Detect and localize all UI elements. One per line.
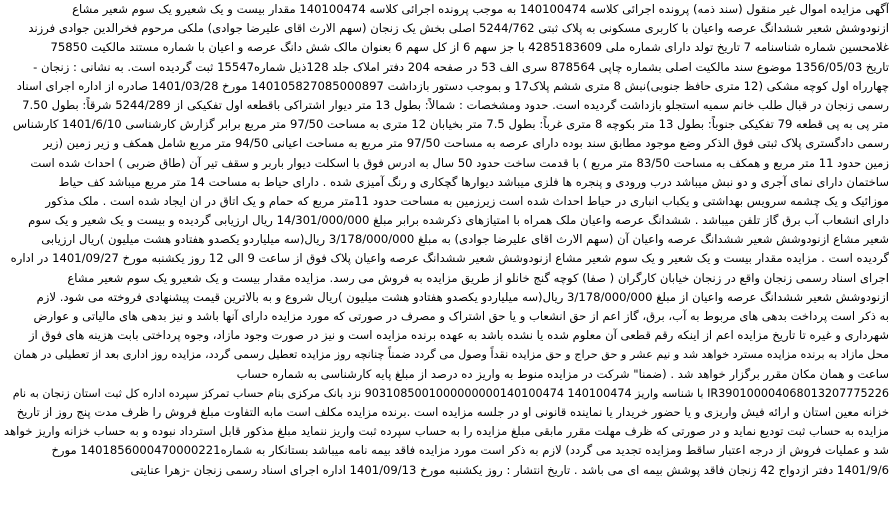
notice-line: آگهی مزایده اموال غیر منقول (سند ذمه) پرونده اجرائی کلاسه 140100474 به موجب پرونده اجرائی کلاسه 140100474 مقدار بیست و یک شعیرو یک سوم شعیر مشاع (72, 2, 889, 16)
notice-line: دارای انشعاب آب برق گاز تلفن میباشد . ششدانگ عرصه واعیان ملک همراه با امتیازهای ذکرشده برابر مبلغ 14/301/000/000 ریال ارزیابی گردیده و بیست و یک شعیر و یک سوم (28, 213, 889, 228)
notice-line: چهارراه اول کوچه مشکی (12 متری حافظ جنوبی)نبش 8 متری ششم پلاک17 و بموجب دستور بازداشت 140105827085000897 مورخ 1401/03/28 صادره از اداره اجرای اسناد (16, 78, 889, 93)
notice-line: شهرداری و غیره تا تاریخ مزایده اعم از اینکه رقم قطعی آن معلوم شده یا نشده باشد به عهده برنده مزایده است و نیز در صورت وجود مازاد، وجوه پرداختی بابت هزینه های فوق از (28, 328, 889, 343)
notice-line: غلامحسین شماره شناسنامه 7 تاریخ تولد دارای شماره ملی 4285183609 با جز سهم 6 از کل سهم 6 بعنوان مالک شش دانگ عرصه و اعیان با شماره مستند مالکیت 75850 (50, 40, 889, 55)
notice-line: خزانه معین استان و ارائه فیش واریزی و یا حضور خریدار یا نماینده قانونی او در جلسه مزایده است .برنده مزایده مکلف است مابه التفاوت مبلغ فروش را ظرف مدت پنج روز از تاریخ (16, 404, 889, 419)
notice-line: تاریخ 1356/05/03 موضوع سند مالکیت اصلی بشماره چاپی 878564 سری الف 53 در صفحه 204 دفتر املاک جلد 128ذیل شماره15547 ثبت گردیده است. به نشانی : زنجان - (33, 59, 889, 74)
notice-line: محل مازاد به برنده مزایده مسترد خواهد شد و نیم عشر و حق حراج و حق مزایده نقداً وصول می گردد ضمناً چنانچه روز مزایده تعطیل رسمی گردد، مزایده روز اداری بعد از تعطیلی در همان (13, 348, 889, 362)
notice-line: متر پی به پی قطعه 79 تفکیکی جنوباً: بطول 13 متر بکوچه 8 متری غرباً: بطول 7.5 متر بخیابان 12 متری به مساحت 97/50 متر مربع برابر گزارش کارشناسی 1401/6/10 کارشناس (12, 117, 889, 132)
notice-line: 1401/9/6 دفتر ازدواج 42 زنجان فاقد پوشش بیمه ای می باشد . تاریخ انتشار : روز یکشنبه مورخ 1401/09/13 اداره اجرای اسناد رسمی زنجان -زهرا عنایتی (130, 462, 889, 477)
notice-line: شد و عملیات فروش از درجه اعتبار ساقط ومزایده تجدید می گردد) لازم به ذکر است مورد مزایده فاقد بیمه نامه میباشد بستانکار به شماره1401856000470000221 مورخ (51, 443, 889, 458)
notice-line: ازنودوشش شعیر ششدانگ عرصه واعیان با کاربری مسکونی به پلاک ثبتی 5244/762 اصلی بخش یک زنجان (سهم الارث اقای علیرضا جوادی) ملکی مرحوم فخرالدین جوادی فرزند (28, 21, 889, 36)
notice-line: اجرای اسناد رسمی زنجان واقع در زنجان خیابان کارگران ( صفا) کوچه گنج خانلو از طریق مزایده به فروش می رسد. مزایده مقدار بیست و یک شعیرو یک سوم شعیر مشاع (67, 270, 889, 285)
notice-line: ساعت و همان مکان مقرر برگزار خواهد شد . (ضمنا" شرکت در مزایده منوط به واریز ده درصد از مبلغ پایه کارشناسی به شماره حساب (236, 366, 889, 381)
notice-line: رسمی زنجان در قبال طلب خانم سمیه استجلو بازداشت گردیده است. حدود ومشخصات : شمالاً: بطول 13 متر دیوار اشتراکی باقطعه اول تفکیکی از 5244/289 شرقاً: بطول 7.50 (22, 97, 889, 112)
notice-line: رسمی دادگستری پلاک ثبتی فوق الذکر وضع موجود مطابق سند بوده دارای عرصه به مساحت 97/50 متر مربع به مساحت اعیانی 94/50 متر مربع شامل همکف و زیر زمین (زیر (43, 136, 889, 151)
notice-line: زمین حدود 11 متر مربع و همکف به مساحت 83/50 متر مربع ) با قدمت ساخت حدود 50 سال به ادرس فوق با اسکلت دیوار باربر و سقف تیر آن (طاق ضربی ) احداث شده است (30, 155, 889, 170)
notice-line: ساختمان دارای نمای آجری و دو نبش میباشد درب ورودی و پنجره ها فلزی میباشد دیوارها گچکاری و رنگ آمیزی شده . دارای حیاط به مساحت 14 متر مربع میباشد کف حیاط (58, 174, 889, 189)
notice-line: به ذکر است پرداخت بدهی های مربوط به آب، برق، گاز اعم از حق انشعاب و یا حق اشتراک و مصرف در صورتی که مورد مزایده دارای آنها باشد و نیز بدهی های مالیاتی و عوارض (33, 309, 889, 323)
notice-line: مزایده به حساب ثبت تودیع نماید و در صورتی که ظرف مهلت مقرر مابقی مبلغ مزایده را به حساب سپرده ثبت واریز ننماید مبلغ مذکور قابل استرداد نبوده و به حساب خزانه واریز خواهد (4, 424, 889, 439)
notice-line: ازنودوشش شعیر ششدانگ عرصه واعیان از مبلغ 3/178/000/000 ریال(سه میلیاردو یکصدو هفتادو هشت میلیون )ریال شروع و به بالاترین قیمت پیشنهادی فروخته می شود. لازم (36, 289, 889, 304)
notice-line: شعیر مشاع ازنودوشش شعیر ششدانگ عرصه واعیان آن (سهم الارث اقای علیرضا جوادی) به مبلغ 3/178/000/000 ریال(سه میلیاردو یکصدو هفتادو هشت میلیون )ریال ارزیابی (41, 232, 889, 247)
notice-line: گردیده است . مزایده مقدار بیست و یک شعیر و یک سوم شعیر مشاع ازنودوشش شعیر ششدانگ عرصه واعیان پلاک فوق از ساعت 9 الی 12 روز یکشنبه مورخ 1401/09/27 در اداره (10, 251, 889, 266)
auction-notice (4, 0, 889, 511)
notice-line: موزائیک و یک چشمه سرویس بهداشتی و یکباب انباری در حیاط احداث شده است زیرزمین به مساحت حدود 11متر مربع که حمام و یک اتاق در ان ایجاد شده است . ملک مذکور (45, 193, 889, 208)
notice-line: IR390100004068013207775226 با شناسه واریز 140100474 9031085001000000000140100474 نزد بانک مرکزی بنام حساب تمرکز سپرده اداره کل ثبت استان زنجان به نام (12, 386, 889, 400)
